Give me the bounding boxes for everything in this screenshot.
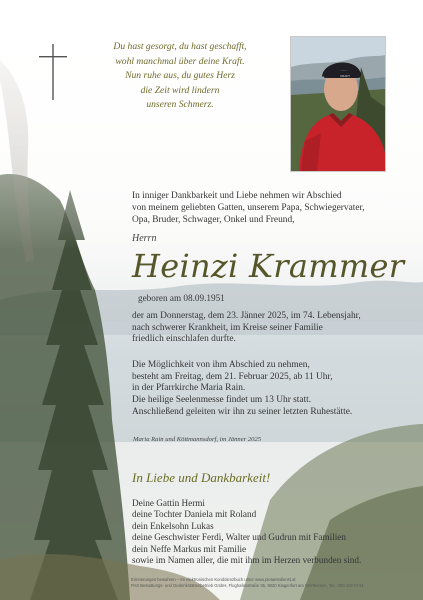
mourner-line: deine Tochter Daniela mit Roland [132,509,257,520]
farewell-details [132,360,352,419]
birth-date: geboren am 08.09.1951 [138,293,225,303]
farewell-line: Anschließend geleiten wir ihn zu seiner letzten Ruhestätte. [132,406,353,417]
mourner-line: sowie im Namen aller, die mit ihm im Herzen verbunden sind. [132,555,362,566]
mourner-line: deine Geschwister Ferdi, Walter und Gudrun mit Familien [132,532,346,543]
salutation: Herrn [132,233,157,244]
poem-line: Nun ruhe aus, du gutes Herz [125,70,235,82]
deceased-name: Heinzi Krammer [132,247,405,285]
place-and-date: Maria Rain und Köttmannsdorf, im Jänner 2025 [133,436,262,443]
death-notice [132,311,361,346]
portrait-image [291,37,385,171]
mourners-list [132,498,361,566]
death-line: friedlich einschlafen durfte. [132,334,236,345]
mourner-line: Deine Gattin Hermi [132,498,205,508]
farewell-line: Die heilige Seelenmesse findet um 13 Uhr statt. [132,395,312,406]
portrait-photo [290,36,386,172]
poem-line: unseren Schmerz. [146,99,214,111]
mourner-line: dein Enkelsohn Lukas [132,520,214,531]
intro-text [132,190,417,227]
intro-line: Opa, Bruder, Schwager, Onkel und Freund, [132,215,295,226]
mourner-line: dein Neffe Markus mit Familie [132,543,247,554]
intro-line: von meinem geliebten Gatten, unserem Papa, Schwiegervater, [132,203,365,214]
intro-line: In inniger Dankbarkeit und Liebe nehmen wir Abschied [132,191,342,201]
poem-line: die Zeit wird lindern [140,84,220,96]
funeral-home-footer [131,577,363,589]
farewell-line: Die Möglichkeit von ihm Abschied zu nehmen, [132,360,310,370]
poem-line: wohl manchmal über deine Kraft. [115,55,245,67]
cross-icon [39,44,67,100]
memorial-poem [100,40,260,113]
footer-line: Erinnerungen bewahren – Im elektronischen Kondolenzbuch unter www.pietaetsdienst.at [131,577,296,582]
death-line: nach schwerer Krankheit, im Kreise seiner Familie [132,322,323,333]
death-line: der am Donnerstag, dem 23. Jänner 2025, im 74. Lebensjahr, [132,311,361,321]
cap-logo-text: CRAFT [340,74,350,78]
farewell-line: in der Pfarrkirche Maria Rain. [132,383,246,394]
farewell-line: besteht am Freitag, dem 21. Februar 2025, ab 11 Uhr, [132,371,333,382]
footer-line: PAX Bestattungs- und Gedenkstättenbetrieb GmbH, Flughafenstraße 35, 9020 Klagenfurt am Wörthersee, Tel.: 050 190 0744 [131,583,364,588]
poem-line: Du hast gesorgt, du hast geschafft, [113,41,247,52]
closing-heading: In Liebe und Dankbarkeit! [132,470,271,485]
